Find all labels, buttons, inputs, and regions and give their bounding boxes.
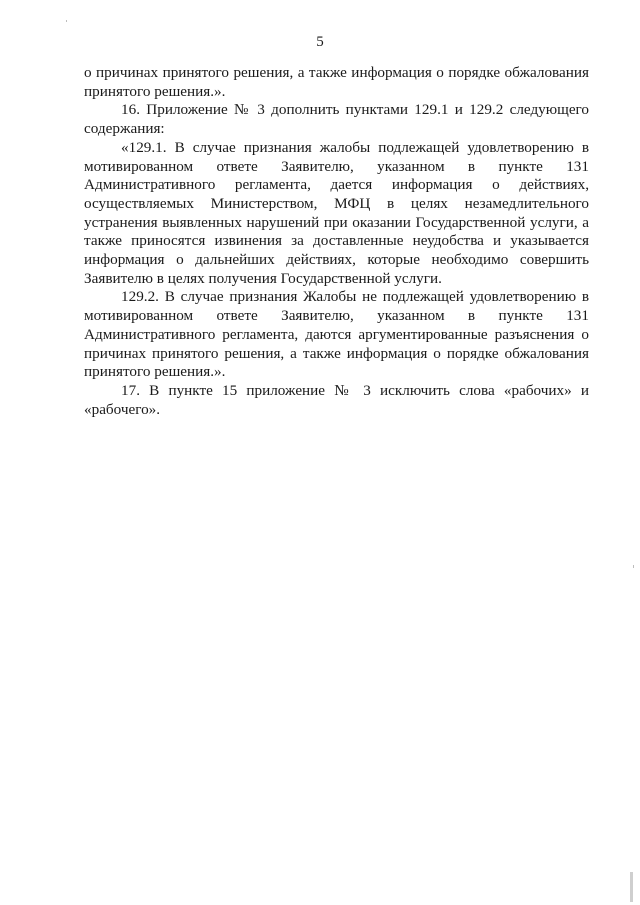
page-number: 5	[316, 34, 324, 50]
paragraph-item-129-2: 129.2. В случае признания Жалобы не подлежащей удовлетворению в мотивированном ответе Заявителю, указанном в пункте 131 Административного регламента, даются аргументированные разъяснения о причинах принятого решения, а также информация о порядке обжалования принятого решения.».	[84, 288, 589, 381]
scan-edge-mark-bottom-right	[630, 872, 633, 902]
paragraph-item-17: 17. В пункте 15 приложение № 3 исключить слова «рабочих» и «рабочего».	[84, 381, 589, 418]
paragraph-item-16: 16. Приложение № 3 дополнить пунктами 129.1 и 129.2 следующего содержания:	[84, 101, 589, 138]
document-body	[84, 64, 589, 419]
scan-speck-top-left	[66, 20, 67, 22]
paragraph-continuation: о причинах принятого решения, а также информация о порядке обжалования принятого решения.».	[84, 64, 589, 100]
scan-speck-right-edge	[633, 565, 634, 568]
paragraph-item-129-1: «129.1. В случае признания жалобы подлежащей удовлетворению в мотивированном ответе Заявителю, указанном в пункте 131 Административного регламента, дается информация о действиях, осуществляемых Министерством, МФЦ в целях незамедлительного устранения выявленных нарушений при оказании Государственной услуги, а также приносятся извинения за доставленные неудобства и указывается информация о дальнейших действиях, которые необходимо совершить Заявителю в целях получения Государственной услуги.	[84, 138, 589, 287]
